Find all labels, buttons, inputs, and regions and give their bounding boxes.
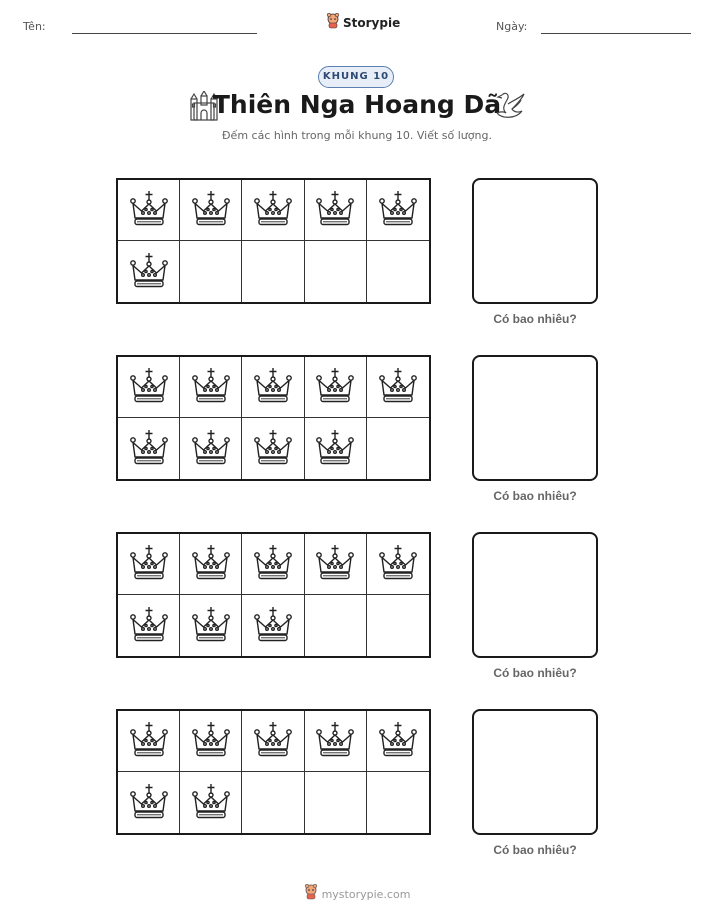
answer-box[interactable] xyxy=(472,709,598,835)
name-line[interactable] xyxy=(72,33,257,34)
crown-icon xyxy=(253,428,293,470)
crown-icon xyxy=(253,543,293,585)
brand-name: Storypie xyxy=(343,16,401,30)
crown-icon xyxy=(129,428,169,470)
date-label: Ngày: xyxy=(496,20,528,33)
ten-frame-cell xyxy=(118,711,180,772)
date-line[interactable] xyxy=(541,33,691,34)
ten-frame-cell xyxy=(242,595,304,656)
ten-frame-cell xyxy=(367,418,429,479)
crown-icon xyxy=(315,189,355,231)
crown-icon xyxy=(253,720,293,762)
storypie-mascot-icon xyxy=(326,13,340,33)
brand-logo xyxy=(326,13,400,33)
footer xyxy=(0,884,714,904)
page-title: Thiên Nga Hoang Dã xyxy=(212,90,502,119)
crown-icon xyxy=(129,543,169,585)
ten-frame-cell xyxy=(118,534,180,595)
ten-frame xyxy=(116,532,431,658)
worksheet-type-badge: KHUNG 10 xyxy=(318,66,394,88)
crown-icon xyxy=(315,543,355,585)
ten-frame-cell xyxy=(242,418,304,479)
ten-frame-cell xyxy=(367,534,429,595)
crown-icon xyxy=(129,605,169,647)
crown-icon xyxy=(129,189,169,231)
crown-icon xyxy=(378,543,418,585)
answer-box[interactable] xyxy=(472,355,598,481)
crown-icon xyxy=(191,428,231,470)
ten-frame-cell xyxy=(367,357,429,418)
crown-icon xyxy=(191,189,231,231)
ten-frame xyxy=(116,178,431,304)
answer-box[interactable] xyxy=(472,532,598,658)
ten-frame-cell xyxy=(118,241,180,302)
ten-frame-cell xyxy=(242,772,304,833)
crown-icon xyxy=(253,366,293,408)
ten-frame-cell xyxy=(242,241,304,302)
crown-icon xyxy=(191,605,231,647)
crown-icon xyxy=(129,782,169,824)
crown-icon xyxy=(129,720,169,762)
name-label: Tên: xyxy=(23,20,46,33)
ten-frame xyxy=(116,709,431,835)
ten-frame xyxy=(116,355,431,481)
ten-frame-cell xyxy=(367,772,429,833)
ten-frame-cell xyxy=(367,241,429,302)
crown-icon xyxy=(378,366,418,408)
ten-frame-cell xyxy=(305,418,367,479)
ten-frame-cell xyxy=(305,772,367,833)
crown-icon xyxy=(378,720,418,762)
crown-icon xyxy=(253,605,293,647)
answer-label: Có bao nhiêu? xyxy=(493,312,577,326)
answer-box[interactable] xyxy=(472,178,598,304)
answer-label: Có bao nhiêu? xyxy=(493,489,577,503)
crown-icon xyxy=(129,251,169,293)
ten-frame-cell xyxy=(180,180,242,241)
ten-frame-cell xyxy=(242,357,304,418)
ten-frame-cell xyxy=(242,180,304,241)
ten-frame-cell xyxy=(305,357,367,418)
crown-icon xyxy=(191,782,231,824)
ten-frame-cell xyxy=(180,357,242,418)
ten-frame-cell xyxy=(118,357,180,418)
answer-label: Có bao nhiêu? xyxy=(493,843,577,857)
ten-frame-cell xyxy=(305,241,367,302)
ten-frame-cell xyxy=(305,595,367,656)
answer-label: Có bao nhiêu? xyxy=(493,666,577,680)
footer-url: mystorypie.com xyxy=(321,887,411,901)
ten-frame-cell xyxy=(367,180,429,241)
crown-icon xyxy=(315,428,355,470)
ten-frame-cell xyxy=(118,772,180,833)
crown-icon xyxy=(315,366,355,408)
crown-icon xyxy=(253,189,293,231)
ten-frame-cell xyxy=(305,711,367,772)
crown-icon xyxy=(129,366,169,408)
ten-frame-cell xyxy=(180,595,242,656)
ten-frame-cell xyxy=(367,711,429,772)
ten-frame-cell xyxy=(180,241,242,302)
ten-frame-cell xyxy=(180,772,242,833)
crown-icon xyxy=(378,189,418,231)
swan-icon xyxy=(492,91,526,125)
crown-icon xyxy=(191,366,231,408)
ten-frame-cell xyxy=(118,418,180,479)
ten-frame-cell xyxy=(305,180,367,241)
ten-frame-cell xyxy=(180,534,242,595)
storypie-mascot-icon xyxy=(304,884,318,904)
crown-icon xyxy=(315,720,355,762)
instructions: Đếm các hình trong mỗi khung 10. Viết số lượng. xyxy=(222,129,492,142)
ten-frame-cell xyxy=(242,534,304,595)
crown-icon xyxy=(191,543,231,585)
crown-icon xyxy=(191,720,231,762)
ten-frame-cell xyxy=(118,180,180,241)
ten-frame-cell xyxy=(305,534,367,595)
ten-frame-cell xyxy=(242,711,304,772)
ten-frame-cell xyxy=(118,595,180,656)
ten-frame-cell xyxy=(367,595,429,656)
ten-frame-cell xyxy=(180,711,242,772)
ten-frame-cell xyxy=(180,418,242,479)
